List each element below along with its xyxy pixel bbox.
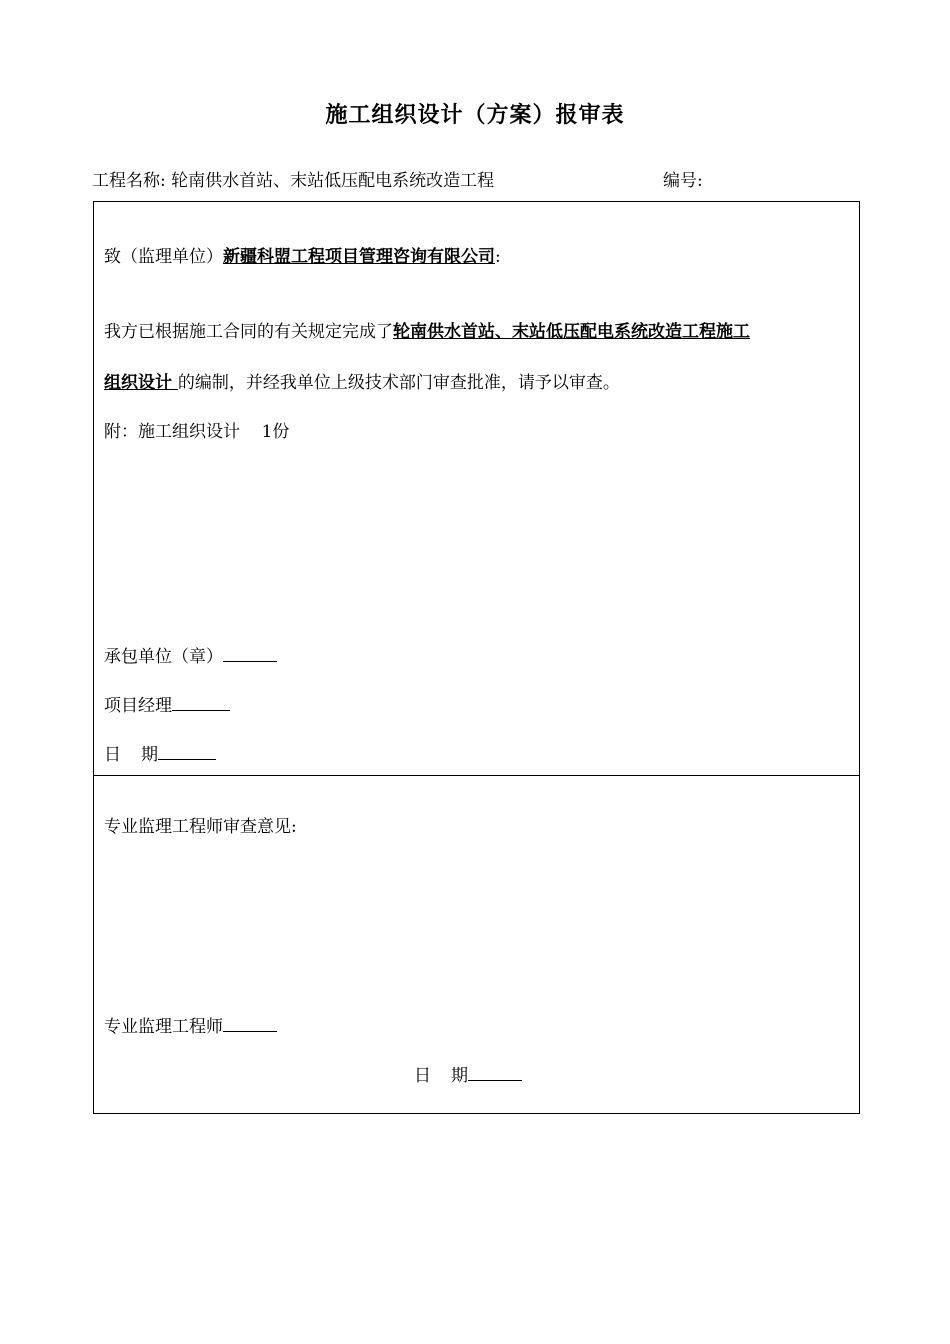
contractor-section bbox=[94, 202, 859, 776]
engineer-label: 专业监理工程师 bbox=[104, 1017, 223, 1037]
contractor-blank bbox=[223, 659, 277, 662]
contractor-label: 承包单位（章） bbox=[104, 647, 223, 667]
project-name-label: 工程名称: bbox=[92, 171, 166, 191]
addressee-line bbox=[104, 242, 501, 267]
review-form bbox=[93, 201, 860, 1114]
attachment-line: 附：施工组织设计 1份 bbox=[104, 422, 290, 442]
addressee-suffix: : bbox=[495, 247, 501, 267]
body-line-1 bbox=[104, 317, 750, 342]
project-name-line bbox=[92, 166, 494, 191]
body-line-1-prefix: 我方已根据施工合同的有关规定完成了 bbox=[104, 322, 393, 342]
body-line-2-rest: 的编制，并经我单位上级技术部门审查批准，请予以审查。 bbox=[177, 373, 620, 393]
contractor-line bbox=[104, 642, 277, 667]
addressee-prefix: 致（监理单位） bbox=[104, 247, 223, 267]
manager-label: 项目经理 bbox=[104, 696, 172, 716]
page-title: 施工组织设计（方案）报审表 bbox=[325, 103, 625, 128]
manager-line bbox=[104, 691, 230, 716]
date-line-top bbox=[104, 740, 216, 765]
supervisor-unit: 新疆科盟工程项目管理咨询有限公司 bbox=[223, 247, 495, 267]
manager-blank bbox=[172, 708, 230, 711]
date-blank-top bbox=[158, 757, 216, 760]
body-line-1-bold: 轮南供水首站、末站低压配电系统改造工程施工 bbox=[393, 322, 750, 342]
date-label-char-1: 日 bbox=[104, 745, 121, 765]
number-label: 编号: bbox=[663, 171, 703, 191]
project-name-value: 轮南供水首站、末站低压配电系统改造工程 bbox=[171, 171, 495, 191]
opinion-label: 专业监理工程师审查意见: bbox=[104, 817, 297, 837]
date-label-char-2: 期 bbox=[141, 745, 158, 765]
body-line-2-bold: 组织设计 bbox=[104, 373, 178, 393]
engineer-line bbox=[104, 1012, 277, 1037]
date-label-char-1: 日 bbox=[414, 1066, 431, 1086]
engineer-blank bbox=[223, 1029, 277, 1032]
date-line-bottom bbox=[414, 1061, 522, 1086]
date-blank-bottom bbox=[468, 1078, 522, 1081]
date-label-char-2: 期 bbox=[451, 1066, 468, 1086]
body-line-2 bbox=[104, 368, 620, 393]
